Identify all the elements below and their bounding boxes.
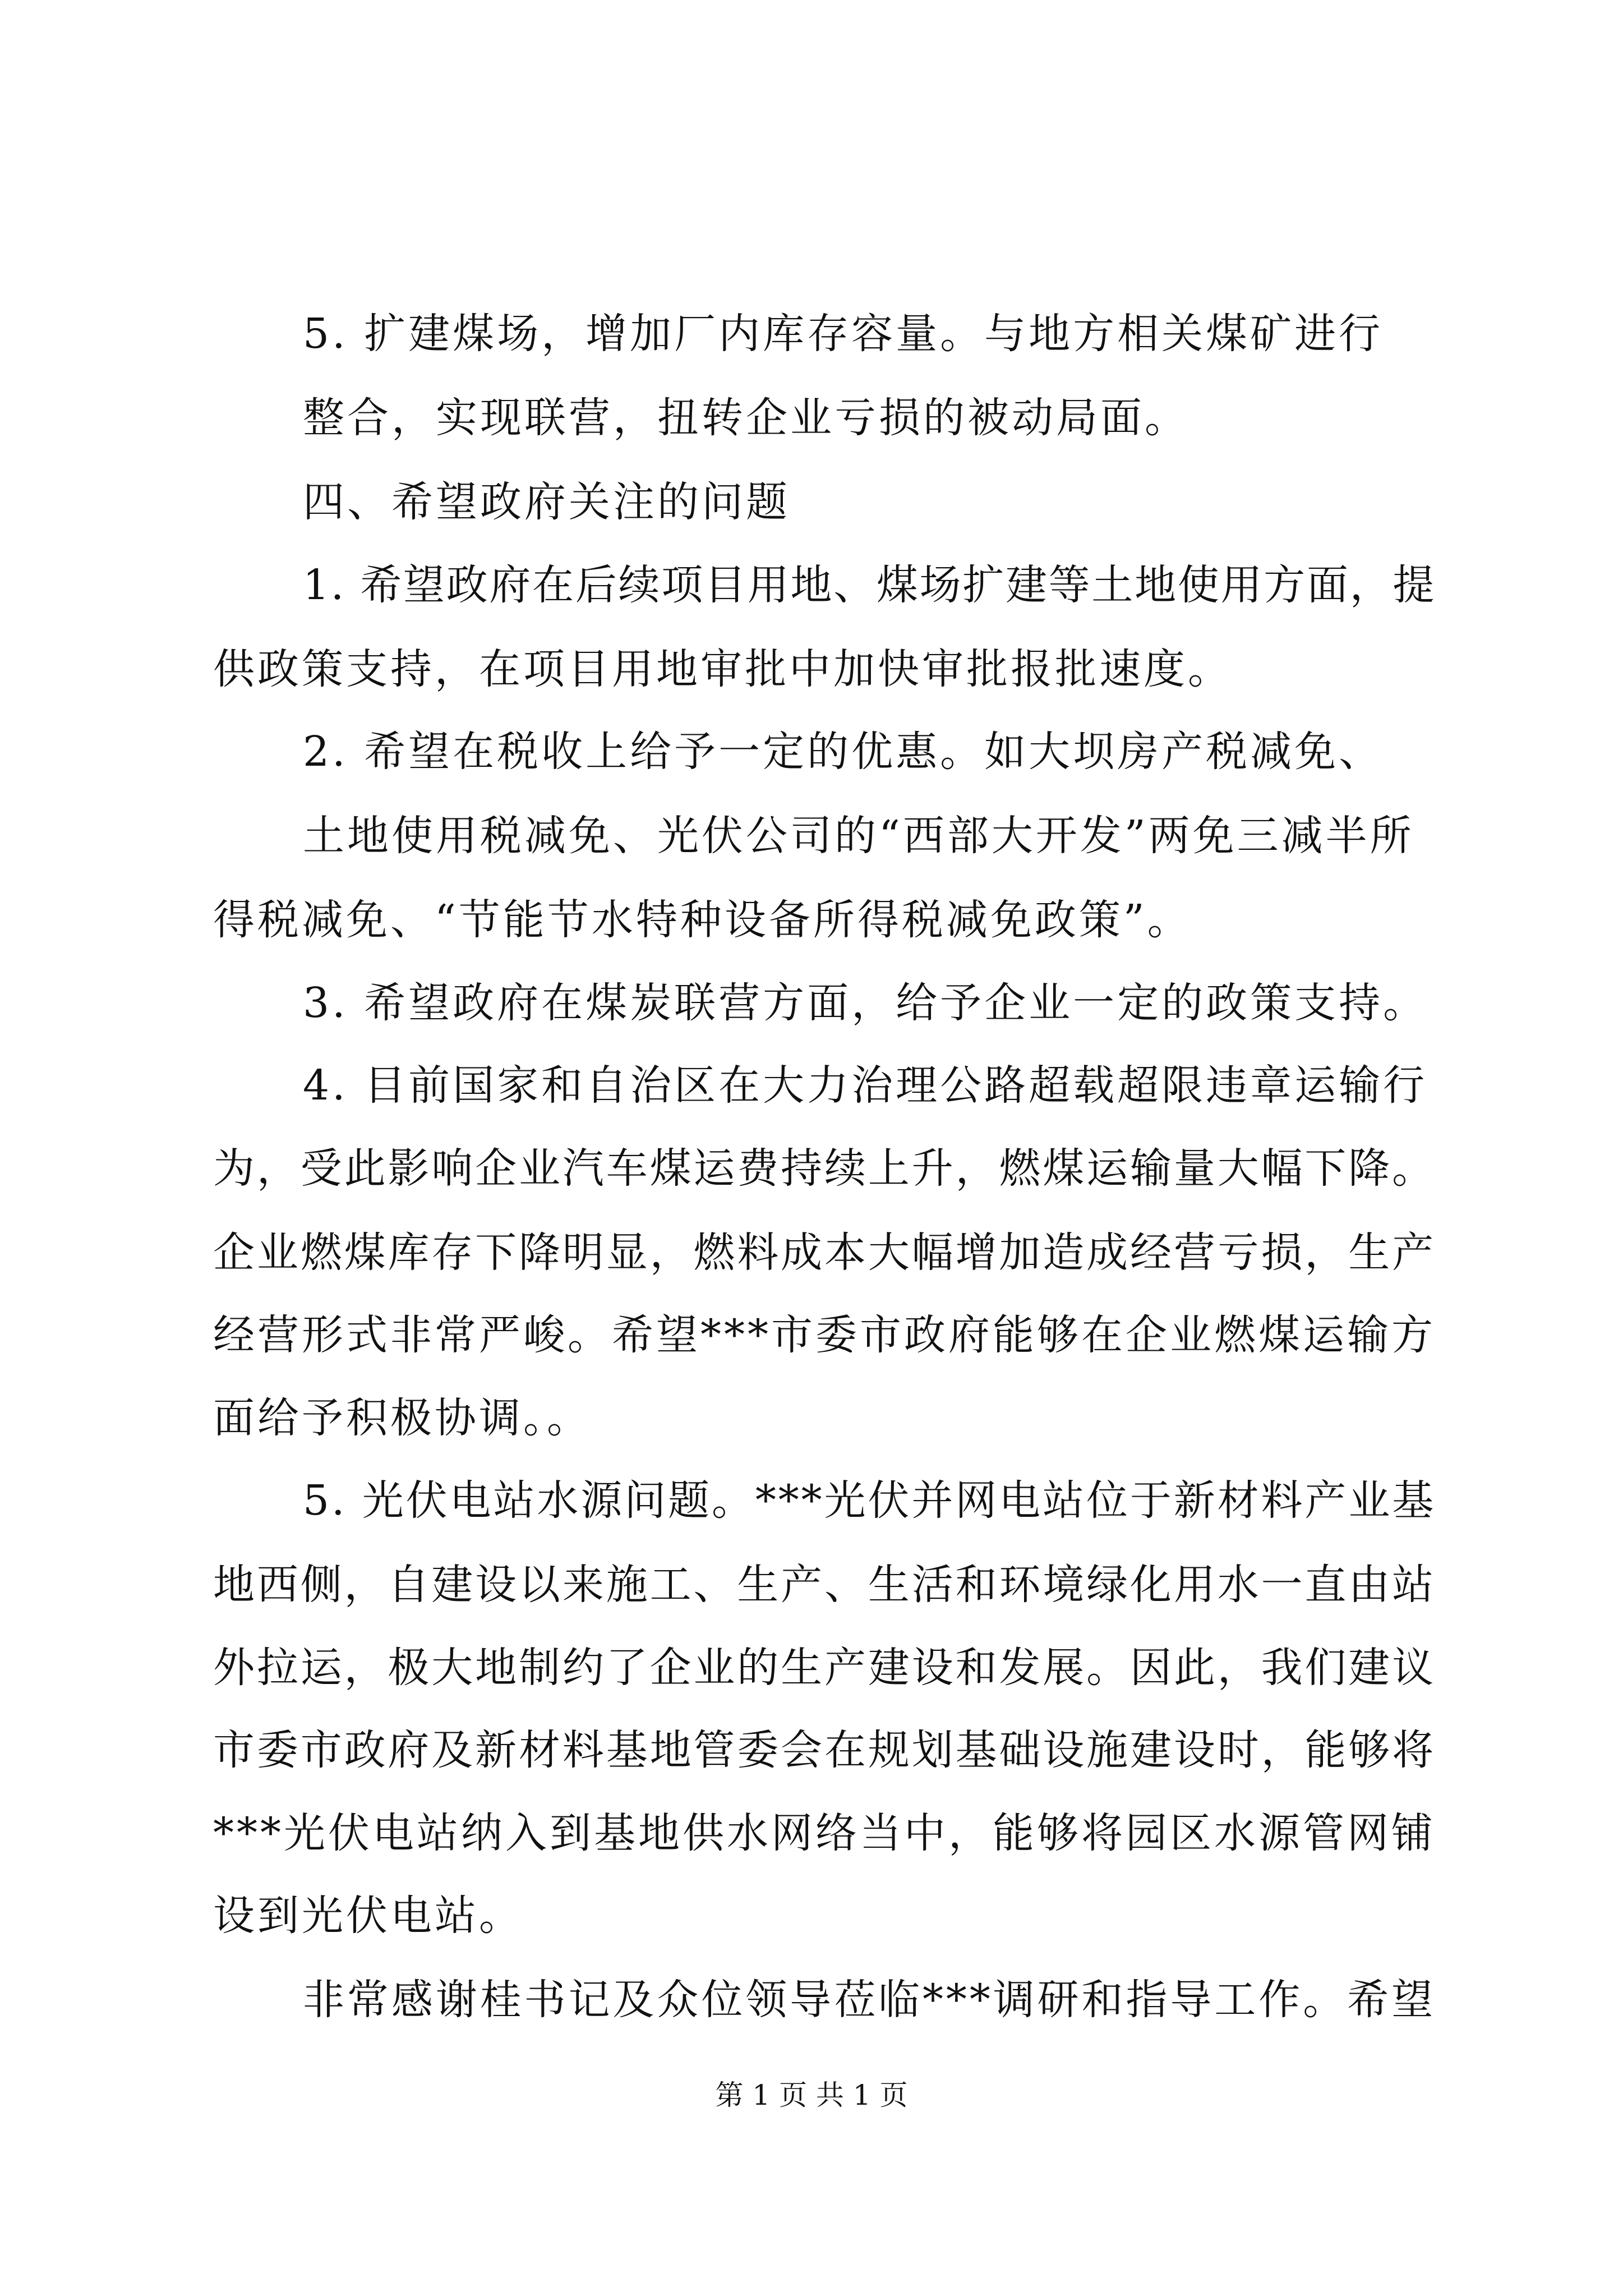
text-line: 外拉运，极大地制约了企业的生产建设和发展。因此，我们建议 bbox=[213, 1644, 1436, 1692]
text-line: 供政策支持，在项目用地审批中加快审批报批速度。 bbox=[213, 645, 1232, 693]
text-line: 得税减免、“节能节水特种设备所得税减免政策”。 bbox=[213, 896, 1192, 944]
text-line: 2. 希望在税收上给予一定的优惠。如大坝房产税减免、 bbox=[303, 728, 1384, 776]
text-line: 4. 目前国家和自治区在大力治理公路超载超限违章运输行 bbox=[303, 1061, 1428, 1110]
text-line: 1. 希望政府在后续项目用地、煤场扩建等土地使用方面，提 bbox=[303, 561, 1436, 609]
text-line: 为，受此影响企业汽车煤运费持续上升，燃煤运输量大幅下降。 bbox=[213, 1144, 1436, 1193]
text-line: 面给予积极协调。。 bbox=[213, 1394, 591, 1442]
page-number-footer: 第 1 页 共 1 页 bbox=[715, 2079, 908, 2111]
text-line: 5. 扩建煤场，增加厂内库存容量。与地方相关煤矿进行 bbox=[303, 310, 1384, 358]
text-line: 3. 希望政府在煤炭联营方面，给予企业一定的政策支持。 bbox=[303, 979, 1428, 1027]
text-line: 土地使用税减免、光伏公司的“西部大开发”两免三减半所 bbox=[303, 812, 1414, 860]
text-line: 非常感谢桂书记及众位领导莅临***调研和指导工作。希望 bbox=[303, 1976, 1436, 2024]
text-line: ***光伏电站纳入到基地供水网络当中，能够将园区水源管网铺 bbox=[213, 1809, 1436, 1857]
text-line: 5. 光伏电站水源问题。***光伏并网电站位于新材料产业基 bbox=[303, 1476, 1436, 1525]
text-line: 企业燃煤库存下降明显，燃料成本大幅增加造成经营亏损，生产 bbox=[213, 1228, 1436, 1277]
text-line: 设到光伏电站。 bbox=[213, 1892, 523, 1940]
text-line: 经营形式非常严峻。希望***市委市政府能够在企业燃煤运输方 bbox=[213, 1311, 1436, 1359]
section-heading: 四、希望政府关注的问题 bbox=[303, 478, 790, 526]
text-line: 地西侧，自建设以来施工、生产、生活和环境绿化用水一直由站 bbox=[213, 1561, 1436, 1609]
text-line: 市委市政府及新材料基地管委会在规划基础设施建设时，能够将 bbox=[213, 1726, 1436, 1774]
text-line: 整合，实现联营，扭转企业亏损的被动局面。 bbox=[303, 394, 1189, 442]
